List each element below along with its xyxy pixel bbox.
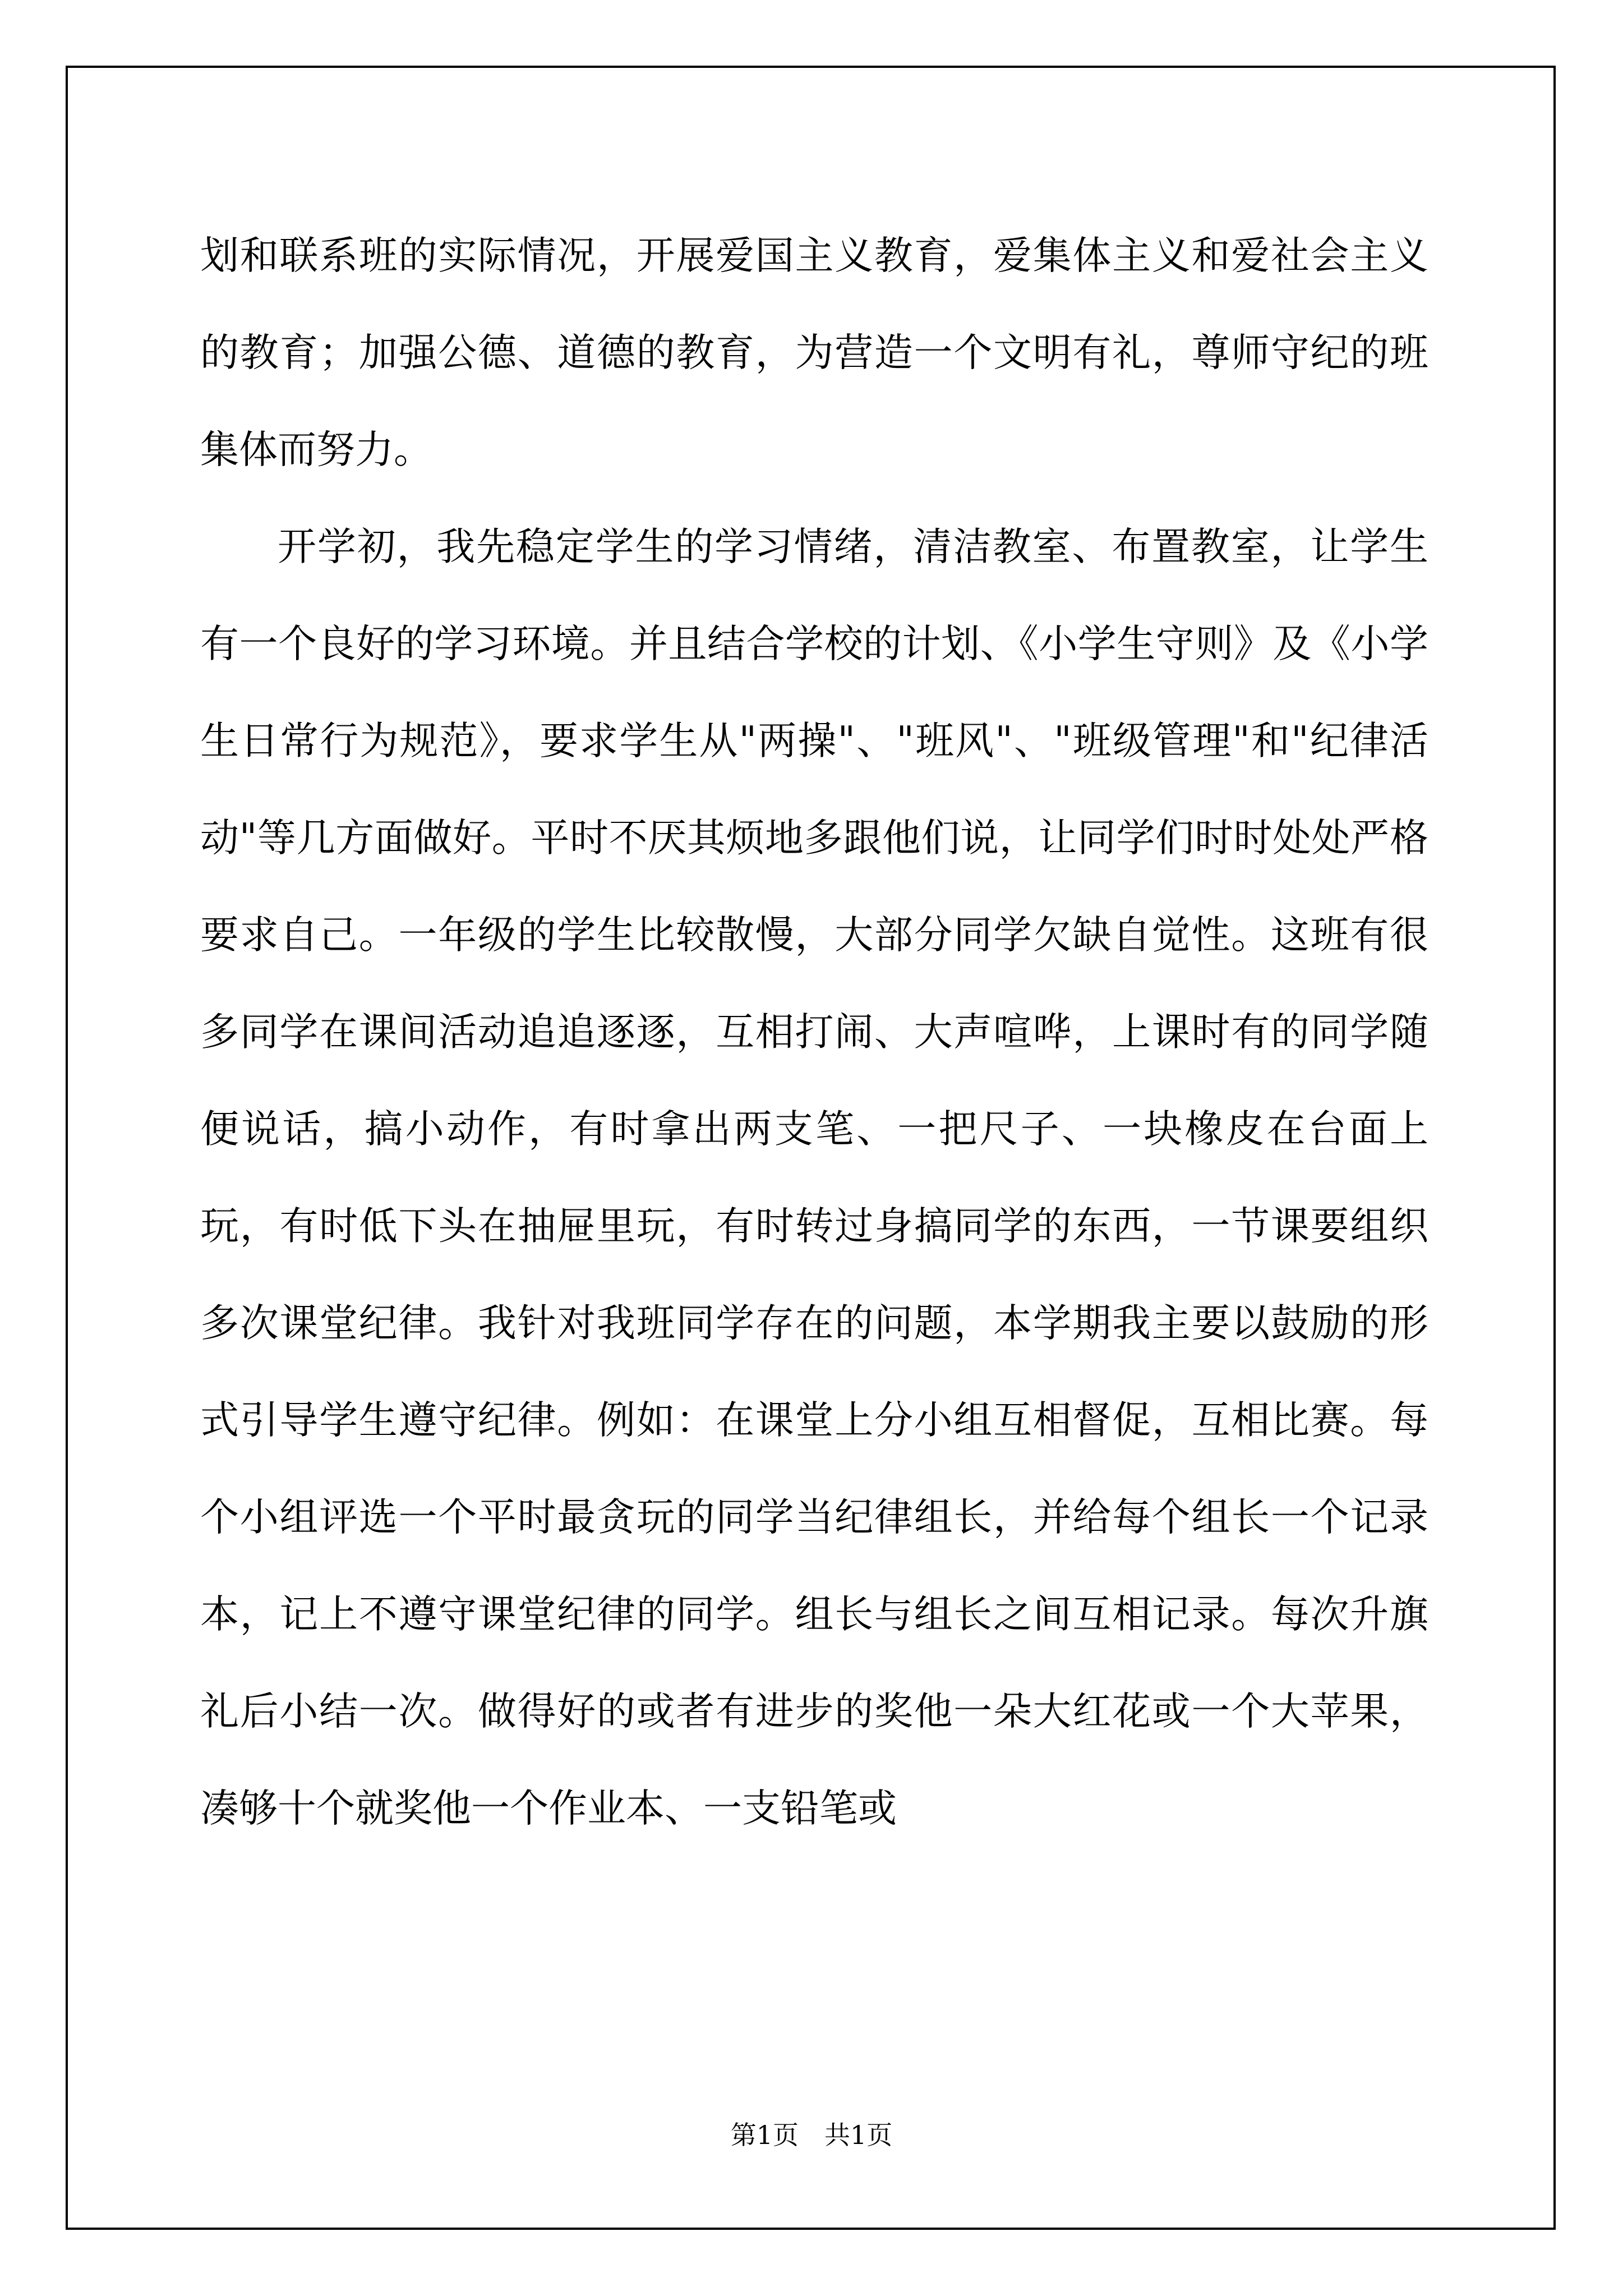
paragraph: 开学初，我先稳定学生的学习情绪，清洁教室、布置教室，让学生有一个良好的学习环境。并且结合学校的计划、《小学生守则》及《小学生日常行为规范》，要求学生从"两操"、"班风"、"班级管理"和"纪律活动"等几方面做好。平时不厌其烦地多跟他们说，让同学们时时处处严格要求自己。一年级的学生比较散慢，大部分同学欠缺自觉性。这班有很多同学在课间活动追追逐逐，互相打闹、大声喧哗，上课时有的同学随便说话，搞小动作，有时拿出两支笔、一把尺子、一块橡皮在台面上玩，有时低下头在抽屉里玩，有时转过身搞同学的东西，一节课要组织多次课堂纪律。我针对我班同学存在的问题，本学期我主要以鼓励的形式引导学生遵守纪律。例如：在课堂上分小组互相督促，互相比赛。每个小组评选一个平时最贪玩的同学当纪律组长，并给每个组长一个记录本，记上不遵守课堂纪律的同学。组长与组长之间互相记录。每次升旗礼后小结一次。做得好的或者有进步的奖他一朵大红花或一个大苹果，凑够十个就奖他一个作业本、一支铅笔或 bbox=[200, 524, 1428, 1831]
page-total: 共1页 bbox=[824, 2120, 893, 2150]
document-body bbox=[200, 208, 1428, 1857]
paragraph: 划和联系班的实际情况，开展爱国主义教育，爱集体主义和爱社会主义的教育；加强公德、道德的教育，为营造一个文明有礼，尊师守纪的班集体而努力。 bbox=[200, 233, 1428, 472]
page-footer bbox=[0, 2118, 1623, 2152]
page-number: 第1页 bbox=[730, 2120, 799, 2150]
